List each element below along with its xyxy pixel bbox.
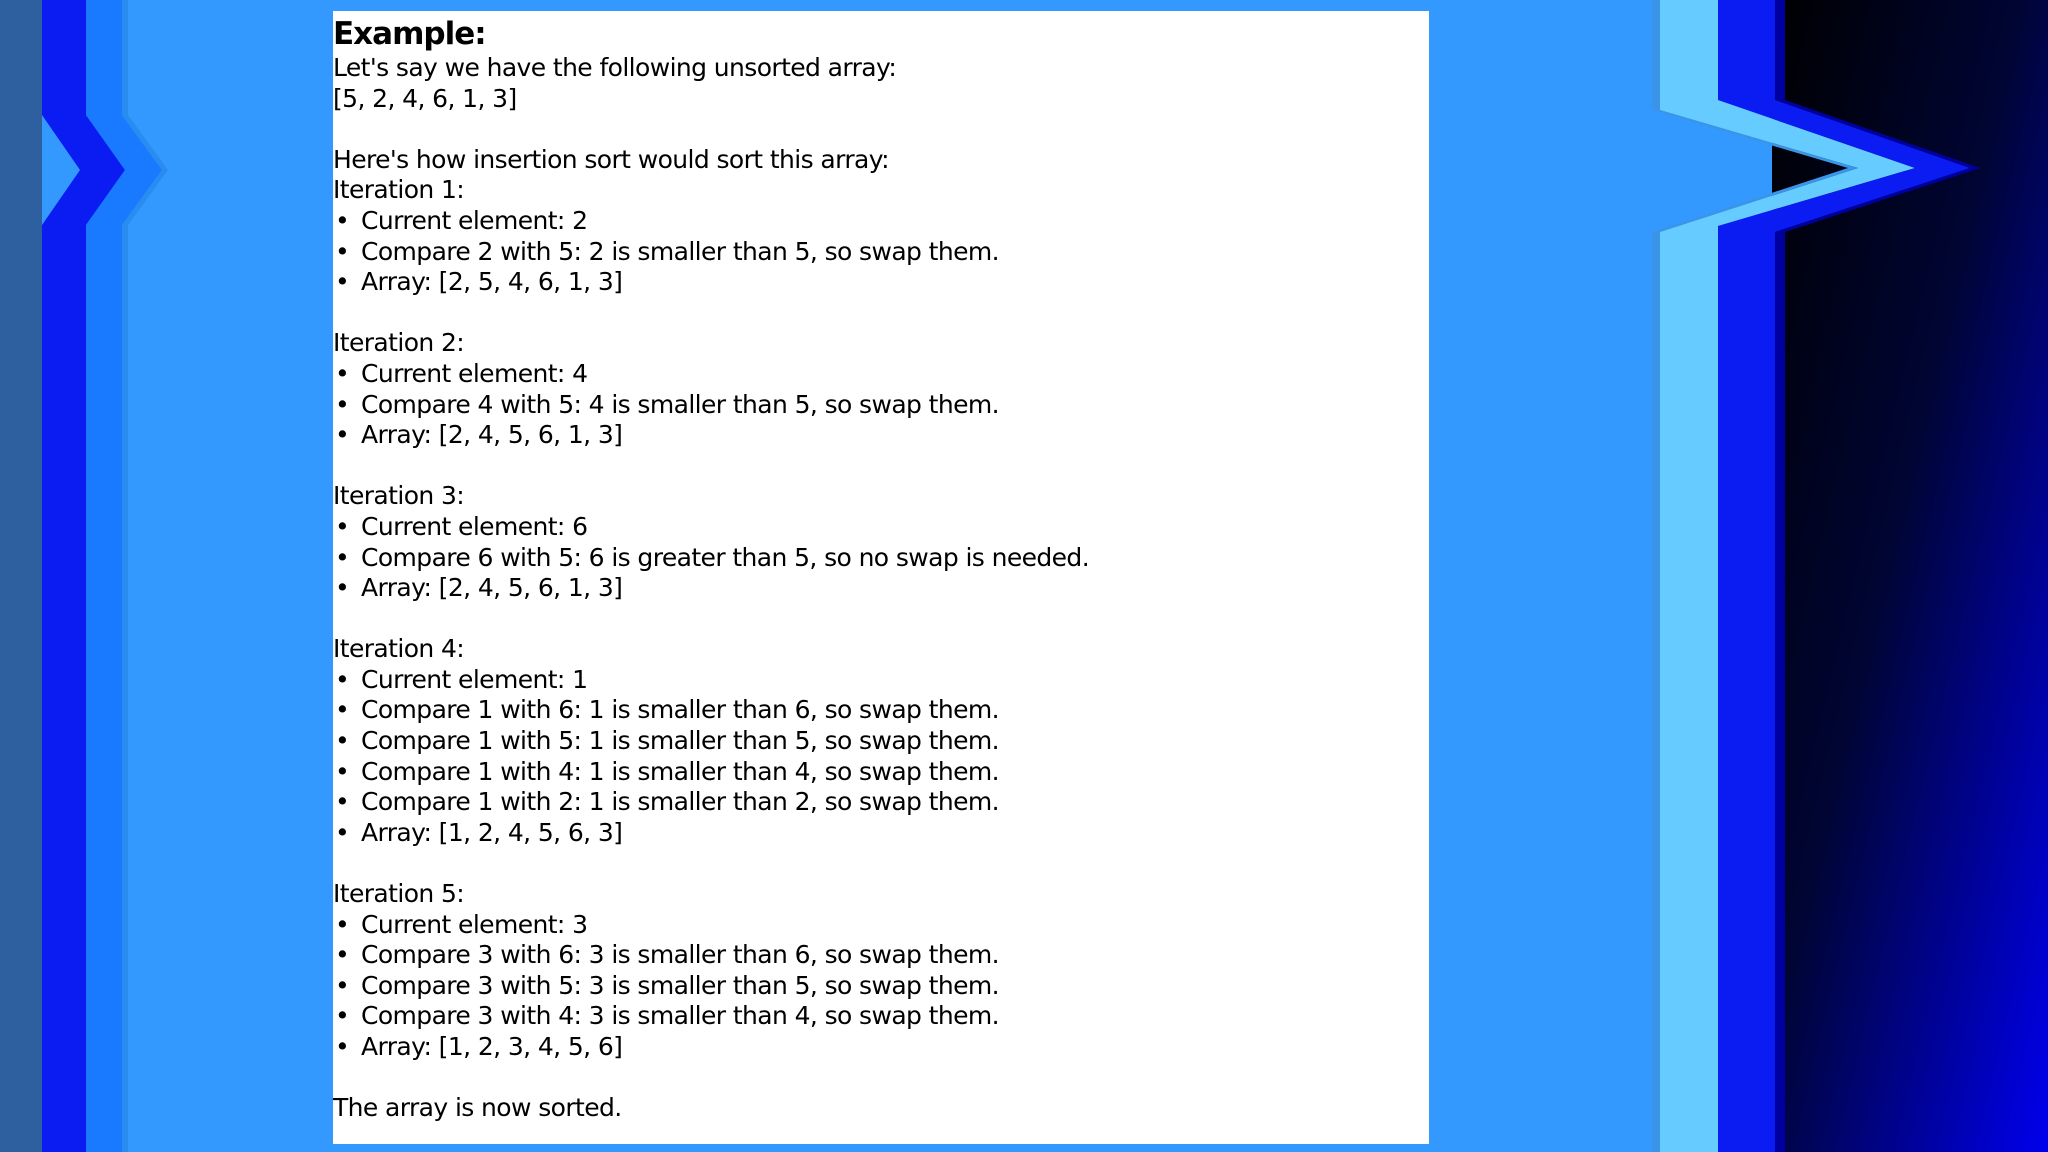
spacer <box>333 451 1429 482</box>
bullet-text: Current element: 3 <box>361 909 588 939</box>
bullet-dot-icon: • <box>335 205 350 235</box>
iteration-section <box>333 481 1429 634</box>
bullet-dot-icon: • <box>335 695 350 725</box>
bullet-item <box>333 695 1429 726</box>
bullet-text: Array: [2, 5, 4, 6, 1, 3] <box>361 267 623 297</box>
iteration-section <box>333 175 1429 328</box>
conclusion-text: The array is now sorted. <box>333 1093 622 1123</box>
bullet-item <box>333 543 1429 574</box>
iteration-title: Iteration 3: <box>333 481 465 511</box>
bullet-dot-icon: • <box>335 756 350 786</box>
bullet-dot-icon: • <box>335 664 350 694</box>
bullet-dot-icon: • <box>335 420 350 450</box>
slide-content-panel <box>333 11 1429 1144</box>
bullet-dot-icon: • <box>335 1032 350 1061</box>
initial-array: [5, 2, 4, 6, 1, 3] <box>333 83 517 113</box>
bullet-text: Current element: 2 <box>361 205 588 235</box>
bullet-item <box>333 665 1429 696</box>
bullet-text: Compare 1 with 2: 1 is smaller than 2, so swap them. <box>361 787 999 817</box>
bullet-dot-icon: • <box>335 940 350 970</box>
bullet-item <box>333 757 1429 788</box>
bullet-dot-icon: • <box>335 267 350 297</box>
bullet-dot-icon: • <box>335 389 350 419</box>
bullet-dot-icon: • <box>335 909 350 939</box>
bullet-dot-icon: • <box>335 358 350 388</box>
bullet-item <box>333 726 1429 757</box>
bullet-dot-icon: • <box>335 542 350 572</box>
bullet-item <box>333 359 1429 390</box>
bullet-text: Compare 3 with 6: 3 is smaller than 6, so swap them. <box>361 940 999 970</box>
bullet-text: Compare 1 with 6: 1 is smaller than 6, so swap them. <box>361 695 999 725</box>
bullet-text: Compare 2 with 5: 2 is smaller than 5, so swap them. <box>361 236 999 266</box>
bullet-text: Compare 1 with 4: 1 is smaller than 4, so swap them. <box>361 756 999 786</box>
bullet-item <box>333 818 1429 849</box>
bullet-text: Compare 3 with 4: 3 is smaller than 4, so swap them. <box>361 1001 999 1031</box>
bullet-dot-icon: • <box>335 511 350 541</box>
iteration-section <box>333 879 1429 1093</box>
bullet-item <box>333 940 1429 971</box>
bullet-item <box>333 787 1429 818</box>
bullet-text: Compare 1 with 5: 1 is smaller than 5, so swap them. <box>361 726 999 756</box>
bullet-text: Compare 3 with 5: 3 is smaller than 5, so swap them. <box>361 970 999 1000</box>
bullet-text: Current element: 4 <box>361 358 588 388</box>
iteration-title: Iteration 4: <box>333 634 465 664</box>
bullet-dot-icon: • <box>335 1001 350 1031</box>
bullet-item <box>333 573 1429 604</box>
bullet-item <box>333 390 1429 421</box>
iteration-section <box>333 634 1429 879</box>
bullet-item <box>333 910 1429 941</box>
bullet-dot-icon: • <box>335 970 350 1000</box>
iteration-title: Iteration 1: <box>333 175 465 205</box>
bullet-item <box>333 267 1429 298</box>
spacer <box>333 114 1429 145</box>
spacer <box>333 1063 1429 1094</box>
bullet-text: Current element: 6 <box>361 511 588 541</box>
bullet-dot-icon: • <box>335 236 350 266</box>
bullet-item <box>333 206 1429 237</box>
bullet-dot-icon: • <box>335 726 350 756</box>
bullet-item <box>333 1001 1429 1032</box>
bullet-item <box>333 971 1429 1002</box>
spacer <box>333 298 1429 329</box>
bullet-dot-icon: • <box>335 787 350 817</box>
slide-heading: Example: <box>333 16 486 52</box>
bullet-item <box>333 237 1429 268</box>
iteration-title: Iteration 5: <box>333 879 465 909</box>
bullet-item <box>333 420 1429 451</box>
bullet-text: Array: [2, 4, 5, 6, 1, 3] <box>361 573 623 603</box>
bullet-item <box>333 512 1429 543</box>
bullet-text: Current element: 1 <box>361 664 588 694</box>
bullet-text: Array: [1, 2, 4, 5, 6, 3] <box>361 817 623 847</box>
left-stripe-steel <box>0 0 42 1152</box>
bullet-dot-icon: • <box>335 573 350 603</box>
bullet-text: Array: [2, 4, 5, 6, 1, 3] <box>361 420 623 450</box>
iterations-list <box>333 175 1429 1093</box>
bullet-item <box>333 1032 1429 1063</box>
bullet-dot-icon: • <box>335 817 350 847</box>
spacer <box>333 848 1429 879</box>
iteration-title: Iteration 2: <box>333 328 465 358</box>
iteration-section <box>333 328 1429 481</box>
bullet-text: Compare 6 with 5: 6 is greater than 5, so no swap is needed. <box>361 542 1090 572</box>
spacer <box>333 604 1429 635</box>
intro-text: Let's say we have the following unsorted array: <box>333 53 897 82</box>
bullet-text: Array: [1, 2, 3, 4, 5, 6] <box>361 1032 623 1061</box>
bullet-text: Compare 4 with 5: 4 is smaller than 5, so swap them. <box>361 389 999 419</box>
method-intro: Here's how insertion sort would sort this array: <box>333 144 889 174</box>
